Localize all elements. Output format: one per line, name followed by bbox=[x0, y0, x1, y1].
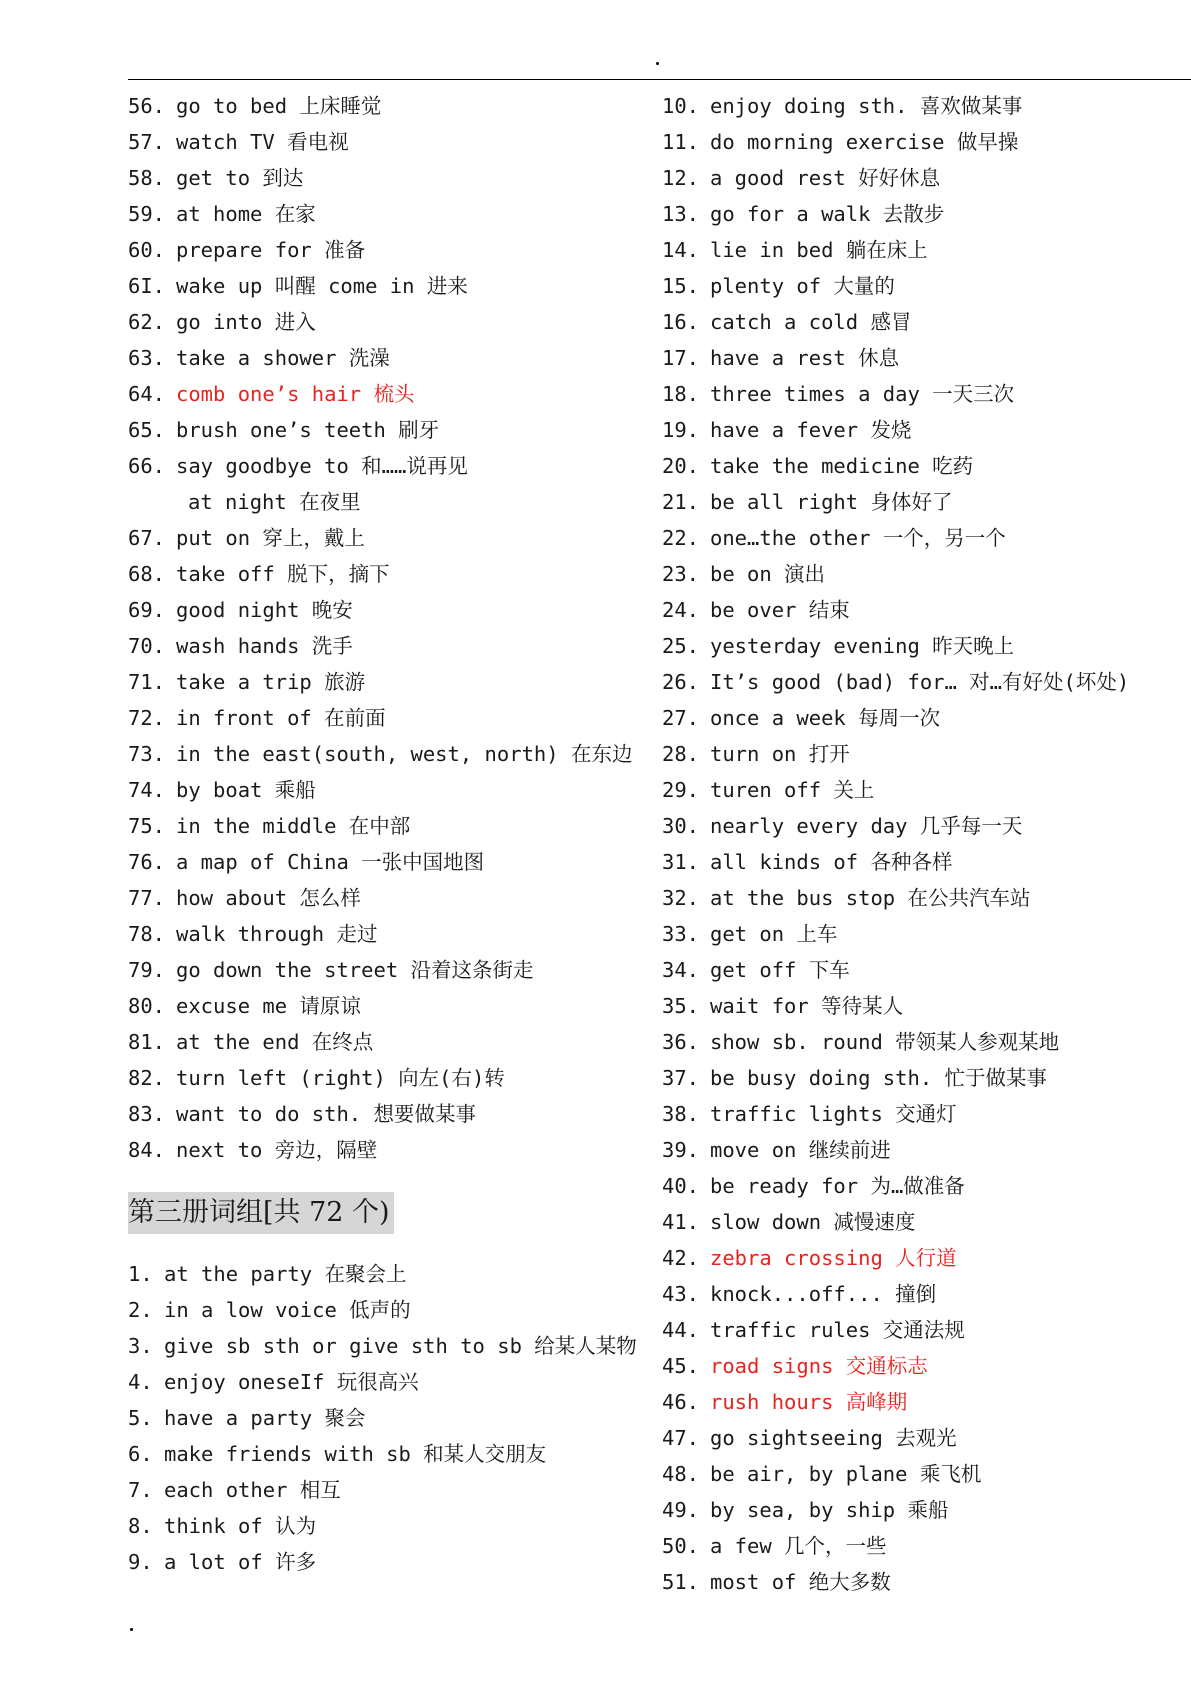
phrase-number: 1. bbox=[128, 1262, 153, 1286]
phrase-number: 50. bbox=[662, 1534, 700, 1558]
phrase-row bbox=[128, 1436, 658, 1472]
phrase-number: 65. bbox=[128, 418, 166, 442]
phrase-row bbox=[662, 520, 1191, 556]
phrase-row bbox=[128, 1544, 658, 1580]
phrase-text: rush hours 高峰期 bbox=[710, 1390, 908, 1414]
phrase-text: wait for 等待某人 bbox=[710, 994, 904, 1018]
phrase-number: 27. bbox=[662, 706, 700, 730]
phrase-row bbox=[662, 1276, 1191, 1312]
phrase-row bbox=[662, 1240, 1191, 1276]
phrase-number: 6I. bbox=[128, 274, 166, 298]
phrase-text: have a party 聚会 bbox=[164, 1406, 366, 1430]
phrase-text: in front of 在前面 bbox=[176, 706, 386, 730]
phrase-text: be busy doing sth. 忙于做某事 bbox=[710, 1066, 1047, 1090]
phrase-text: put on 穿上，戴上 bbox=[176, 526, 365, 550]
phrase-text: one…the other 一个，另一个 bbox=[710, 526, 1006, 550]
phrase-number: 44. bbox=[662, 1318, 700, 1342]
phrase-row bbox=[128, 1024, 658, 1060]
phrase-text: at the party 在聚会上 bbox=[164, 1262, 407, 1286]
phrase-text: take off 脱下，摘下 bbox=[176, 562, 390, 586]
phrase-text: brush one’s teeth 刷牙 bbox=[176, 418, 440, 442]
phrase-text: go down the street 沿着这条街走 bbox=[176, 958, 534, 982]
phrase-text: give sb sth or give sth to sb 给某人某物 bbox=[164, 1334, 637, 1358]
phrase-text: have a fever 发烧 bbox=[710, 418, 912, 442]
phrase-number: 32. bbox=[662, 886, 700, 910]
phrase-row bbox=[128, 1508, 658, 1544]
phrase-number: 83. bbox=[128, 1102, 166, 1126]
header-rule bbox=[128, 79, 1191, 80]
left-column bbox=[128, 88, 658, 1580]
phrase-number: 5. bbox=[128, 1406, 153, 1430]
phrase-number: 62. bbox=[128, 310, 166, 334]
phrase-number: 2. bbox=[128, 1298, 153, 1322]
phrase-row bbox=[128, 124, 658, 160]
phrase-row bbox=[128, 1292, 658, 1328]
phrase-text: It’s good (bad) for… 对…有好处(坏处) bbox=[710, 670, 1130, 694]
phrase-row bbox=[662, 448, 1191, 484]
section-heading-wrap bbox=[128, 1192, 658, 1234]
phrase-text: at the end 在终点 bbox=[176, 1030, 374, 1054]
phrase-text: three times a day 一天三次 bbox=[710, 382, 1015, 406]
phrase-number: 66. bbox=[128, 454, 166, 478]
phrase-row bbox=[128, 700, 658, 736]
phrase-number: 21. bbox=[662, 490, 700, 514]
phrase-number: 8. bbox=[128, 1514, 153, 1538]
phrase-text: in a low voice 低声的 bbox=[164, 1298, 411, 1322]
phrase-text: go to bed 上床睡觉 bbox=[176, 94, 382, 118]
phrase-number: 29. bbox=[662, 778, 700, 802]
phrase-number: 34. bbox=[662, 958, 700, 982]
phrase-text: want to do sth. 想要做某事 bbox=[176, 1102, 476, 1126]
phrase-text: be on 演出 bbox=[710, 562, 826, 586]
phrase-number: 3. bbox=[128, 1334, 153, 1358]
phrase-text: get off 下车 bbox=[710, 958, 850, 982]
phrase-text: excuse me 请原谅 bbox=[176, 994, 361, 1018]
phrase-text: get to 到达 bbox=[176, 166, 304, 190]
right-column bbox=[662, 88, 1191, 1600]
phrase-text: by sea, by ship 乘船 bbox=[710, 1498, 949, 1522]
phrase-row bbox=[662, 304, 1191, 340]
phrase-row bbox=[128, 736, 658, 772]
phrase-row bbox=[662, 1456, 1191, 1492]
header-dot bbox=[656, 62, 659, 65]
phrase-text: a good rest 好好休息 bbox=[710, 166, 941, 190]
phrase-text: enjoy doing sth. 喜欢做某事 bbox=[710, 94, 1023, 118]
phrase-text: go for a walk 去散步 bbox=[710, 202, 945, 226]
phrase-text: by boat 乘船 bbox=[176, 778, 316, 802]
phrase-row bbox=[662, 700, 1191, 736]
phrase-text: traffic lights 交通灯 bbox=[710, 1102, 957, 1126]
phrase-row bbox=[662, 268, 1191, 304]
phrase-number: 81. bbox=[128, 1030, 166, 1054]
phrase-number: 64. bbox=[128, 382, 166, 406]
phrase-text: lie in bed 躺在床上 bbox=[710, 238, 928, 262]
phrase-row bbox=[662, 880, 1191, 916]
phrase-text: be over 结束 bbox=[710, 598, 850, 622]
phrase-row bbox=[128, 844, 658, 880]
phrase-row bbox=[128, 808, 658, 844]
phrase-text: take the medicine 吃药 bbox=[710, 454, 974, 478]
phrase-text: traffic rules 交通法规 bbox=[710, 1318, 965, 1342]
phrase-row bbox=[662, 1348, 1191, 1384]
phrase-number: 7. bbox=[128, 1478, 153, 1502]
phrase-number: 28. bbox=[662, 742, 700, 766]
phrase-text: once a week 每周一次 bbox=[710, 706, 941, 730]
phrase-number: 4. bbox=[128, 1370, 153, 1394]
phrase-row bbox=[128, 232, 658, 268]
phrase-text: be ready for 为…做准备 bbox=[710, 1174, 965, 1198]
phrase-number: 35. bbox=[662, 994, 700, 1018]
phrase-text: prepare for 准备 bbox=[176, 238, 366, 262]
phrase-text: say goodbye to 和……说再见 bbox=[176, 454, 468, 478]
phrase-row bbox=[128, 880, 658, 916]
phrase-row bbox=[662, 1168, 1191, 1204]
phrase-number: 75. bbox=[128, 814, 166, 838]
phrase-number: 36. bbox=[662, 1030, 700, 1054]
phrase-row bbox=[128, 1400, 658, 1436]
phrase-row bbox=[662, 988, 1191, 1024]
phrase-text: enjoy oneseIf 玩很高兴 bbox=[164, 1370, 419, 1394]
phrase-row bbox=[662, 1420, 1191, 1456]
phrase-number: 77. bbox=[128, 886, 166, 910]
phrase-row bbox=[662, 232, 1191, 268]
phrase-number: 72. bbox=[128, 706, 166, 730]
phrase-number: 57. bbox=[128, 130, 166, 154]
phrase-row bbox=[662, 556, 1191, 592]
phrase-row bbox=[662, 664, 1191, 700]
phrase-number: 41. bbox=[662, 1210, 700, 1234]
phrase-text: at the bus stop 在公共汽车站 bbox=[710, 886, 1031, 910]
phrase-number: 73. bbox=[128, 742, 166, 766]
phrase-number: 26. bbox=[662, 670, 700, 694]
phrase-row bbox=[128, 1256, 658, 1292]
phrase-row bbox=[662, 592, 1191, 628]
phrase-row bbox=[662, 736, 1191, 772]
phrase-number: 40. bbox=[662, 1174, 700, 1198]
phrase-number: 76. bbox=[128, 850, 166, 874]
phrase-text: move on 继续前进 bbox=[710, 1138, 891, 1162]
phrase-text: watch TV 看电视 bbox=[176, 130, 349, 154]
phrase-row bbox=[662, 124, 1191, 160]
phrase-number: 58. bbox=[128, 166, 166, 190]
phrase-number: 33. bbox=[662, 922, 700, 946]
phrase-list-book2 bbox=[128, 88, 658, 1168]
phrase-row bbox=[662, 1204, 1191, 1240]
phrase-text: yesterday evening 昨天晚上 bbox=[710, 634, 1015, 658]
phrase-number: 37. bbox=[662, 1066, 700, 1090]
phrase-row bbox=[662, 1312, 1191, 1348]
phrase-number: 30. bbox=[662, 814, 700, 838]
phrase-number: 67. bbox=[128, 526, 166, 550]
phrase-row bbox=[128, 1472, 658, 1508]
phrase-row bbox=[128, 1132, 658, 1168]
phrase-text: be all right 身体好了 bbox=[710, 490, 953, 514]
phrase-number: 12. bbox=[662, 166, 700, 190]
phrase-text: wake up 叫醒 come in 进来 bbox=[176, 274, 468, 298]
phrase-number: 18. bbox=[662, 382, 700, 406]
phrase-row bbox=[128, 556, 658, 592]
phrase-number: 46. bbox=[662, 1390, 700, 1414]
phrase-text: a lot of 许多 bbox=[164, 1550, 317, 1574]
phrase-text: slow down 减慢速度 bbox=[710, 1210, 916, 1234]
phrase-row bbox=[662, 1024, 1191, 1060]
phrase-text: good night 晚安 bbox=[176, 598, 353, 622]
phrase-text: nearly every day 几乎每一天 bbox=[710, 814, 1023, 838]
phrase-text: how about 怎么样 bbox=[176, 886, 361, 910]
phrase-row bbox=[128, 592, 658, 628]
phrase-row bbox=[662, 160, 1191, 196]
phrase-text: be air, by plane 乘飞机 bbox=[710, 1462, 982, 1486]
phrase-row bbox=[128, 196, 658, 232]
phrase-text: road signs 交通标志 bbox=[710, 1354, 928, 1378]
phrase-number: 19. bbox=[662, 418, 700, 442]
phrase-number: 14. bbox=[662, 238, 700, 262]
phrase-number: 84. bbox=[128, 1138, 166, 1162]
phrase-text: next to 旁边，隔壁 bbox=[176, 1138, 378, 1162]
phrase-row bbox=[662, 952, 1191, 988]
phrase-number: 24. bbox=[662, 598, 700, 622]
phrase-number: 10. bbox=[662, 94, 700, 118]
phrase-text: turn on 打开 bbox=[710, 742, 850, 766]
phrase-row bbox=[128, 448, 658, 484]
phrase-number: 16. bbox=[662, 310, 700, 334]
phrase-text: a map of China 一张中国地图 bbox=[176, 850, 485, 874]
phrase-row bbox=[128, 412, 658, 448]
phrase-number: 39. bbox=[662, 1138, 700, 1162]
phrase-number: 6. bbox=[128, 1442, 153, 1466]
phrase-number: 23. bbox=[662, 562, 700, 586]
phrase-text: make friends with sb 和某人交朋友 bbox=[164, 1442, 547, 1466]
phrase-number: 70. bbox=[128, 634, 166, 658]
phrase-number: 78. bbox=[128, 922, 166, 946]
phrase-number: 74. bbox=[128, 778, 166, 802]
phrase-number: 49. bbox=[662, 1498, 700, 1522]
phrase-row bbox=[128, 88, 658, 124]
phrase-row bbox=[128, 664, 658, 700]
phrase-text: have a rest 休息 bbox=[710, 346, 900, 370]
phrase-row bbox=[662, 1528, 1191, 1564]
phrase-number: 63. bbox=[128, 346, 166, 370]
phrase-row bbox=[662, 808, 1191, 844]
phrase-text: zebra crossing 人行道 bbox=[710, 1246, 957, 1270]
phrase-number: 60. bbox=[128, 238, 166, 262]
phrase-row bbox=[128, 1364, 658, 1400]
phrase-row bbox=[128, 340, 658, 376]
phrase-row bbox=[128, 304, 658, 340]
phrase-text: at night 在夜里 bbox=[188, 490, 361, 514]
phrase-number: 79. bbox=[128, 958, 166, 982]
phrase-number: 82. bbox=[128, 1066, 166, 1090]
phrase-row bbox=[662, 376, 1191, 412]
phrase-row bbox=[662, 628, 1191, 664]
phrase-row bbox=[128, 988, 658, 1024]
phrase-text: take a shower 洗澡 bbox=[176, 346, 390, 370]
phrase-number: 80. bbox=[128, 994, 166, 1018]
phrase-text: go sightseeing 去观光 bbox=[710, 1426, 957, 1450]
phrase-row bbox=[128, 520, 658, 556]
phrase-text: wash hands 洗手 bbox=[176, 634, 353, 658]
phrase-number: 22. bbox=[662, 526, 700, 550]
phrase-row bbox=[128, 628, 658, 664]
phrase-row bbox=[662, 1564, 1191, 1600]
phrase-row bbox=[662, 412, 1191, 448]
phrase-row bbox=[662, 484, 1191, 520]
phrase-text: take a trip 旅游 bbox=[176, 670, 366, 694]
phrase-number: 17. bbox=[662, 346, 700, 370]
phrase-number: 42. bbox=[662, 1246, 700, 1270]
phrase-number: 59. bbox=[128, 202, 166, 226]
phrase-row bbox=[128, 1328, 658, 1364]
phrase-number: 71. bbox=[128, 670, 166, 694]
phrase-row bbox=[662, 1132, 1191, 1168]
phrase-text: plenty of 大量的 bbox=[710, 274, 895, 298]
phrase-number: 13. bbox=[662, 202, 700, 226]
phrase-text: all kinds of 各种各样 bbox=[710, 850, 953, 874]
phrase-number: 43. bbox=[662, 1282, 700, 1306]
phrase-text: go into 进入 bbox=[176, 310, 316, 334]
phrase-number: 11. bbox=[662, 130, 700, 154]
phrase-number: 48. bbox=[662, 1462, 700, 1486]
phrase-row bbox=[662, 196, 1191, 232]
phrase-number: 56. bbox=[128, 94, 166, 118]
phrase-text: get on 上车 bbox=[710, 922, 838, 946]
phrase-row bbox=[128, 952, 658, 988]
phrase-number: 20. bbox=[662, 454, 700, 478]
phrase-text: in the middle 在中部 bbox=[176, 814, 411, 838]
phrase-text: do morning exercise 做早操 bbox=[710, 130, 1019, 154]
phrase-number: 31. bbox=[662, 850, 700, 874]
footer-dot bbox=[130, 1628, 133, 1631]
phrase-row bbox=[128, 1096, 658, 1132]
phrase-number: 69. bbox=[128, 598, 166, 622]
phrase-number: 45. bbox=[662, 1354, 700, 1378]
phrase-list-book3 bbox=[128, 1256, 658, 1580]
section-heading: 第三册词组[共 72 个) bbox=[128, 1192, 394, 1234]
phrase-list-book3-continued bbox=[662, 88, 1191, 1600]
phrase-text: think of 认为 bbox=[164, 1514, 317, 1538]
phrase-number: 25. bbox=[662, 634, 700, 658]
phrase-text: a few 几个，一些 bbox=[710, 1534, 887, 1558]
phrase-row bbox=[128, 160, 658, 196]
phrase-text: at home 在家 bbox=[176, 202, 316, 226]
phrase-row bbox=[662, 88, 1191, 124]
phrase-number: 51. bbox=[662, 1570, 700, 1594]
phrase-row bbox=[128, 268, 658, 304]
phrase-text: catch a cold 感冒 bbox=[710, 310, 912, 334]
phrase-number: 15. bbox=[662, 274, 700, 298]
phrase-row bbox=[128, 376, 658, 412]
phrase-row bbox=[662, 1060, 1191, 1096]
phrase-text: turn left (right) 向左(右)转 bbox=[176, 1066, 505, 1090]
phrase-number: 9. bbox=[128, 1550, 153, 1574]
phrase-row bbox=[662, 916, 1191, 952]
phrase-text: each other 相互 bbox=[164, 1478, 341, 1502]
phrase-text: turen off 关上 bbox=[710, 778, 875, 802]
phrase-row bbox=[662, 340, 1191, 376]
phrase-number: 47. bbox=[662, 1426, 700, 1450]
phrase-text: in the east(south, west, north) 在东边 bbox=[176, 742, 633, 766]
phrase-row bbox=[128, 916, 658, 952]
phrase-row bbox=[128, 772, 658, 808]
phrase-row bbox=[128, 484, 658, 520]
phrase-row bbox=[662, 1384, 1191, 1420]
phrase-row bbox=[662, 772, 1191, 808]
phrase-number: 38. bbox=[662, 1102, 700, 1126]
phrase-row bbox=[662, 1492, 1191, 1528]
phrase-text: show sb. round 带领某人参观某地 bbox=[710, 1030, 1060, 1054]
phrase-text: most of 绝大多数 bbox=[710, 1570, 891, 1594]
phrase-row bbox=[662, 1096, 1191, 1132]
phrase-text: walk through 走过 bbox=[176, 922, 378, 946]
phrase-row bbox=[662, 844, 1191, 880]
phrase-text: comb one’s hair 梳头 bbox=[176, 382, 415, 406]
phrase-text: knock...off... 撞倒 bbox=[710, 1282, 937, 1306]
phrase-row bbox=[128, 1060, 658, 1096]
phrase-number: 68. bbox=[128, 562, 166, 586]
